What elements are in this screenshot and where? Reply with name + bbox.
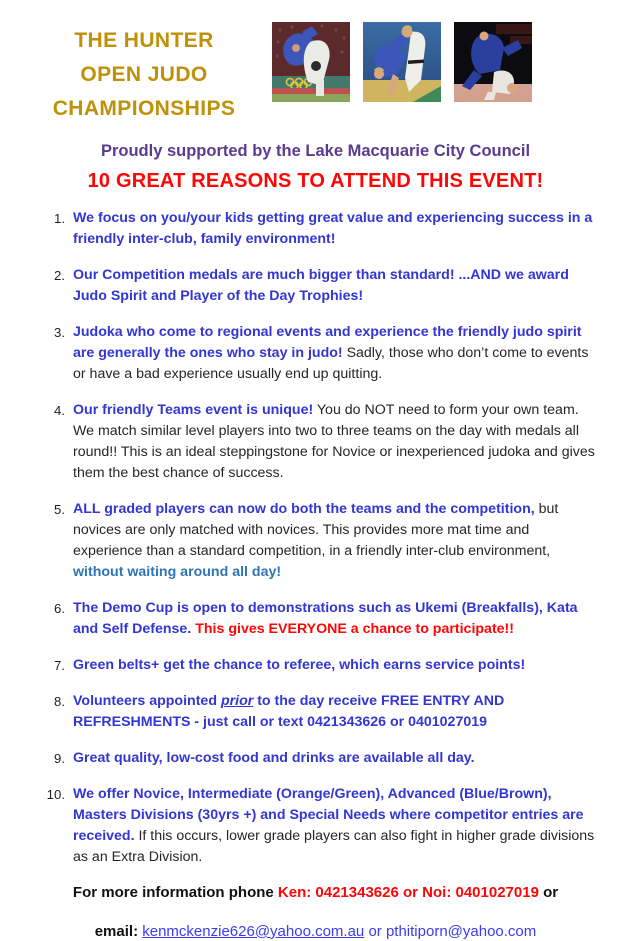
list-item-number: 7. (54, 658, 65, 674)
title-line-1: THE HUNTER (74, 29, 214, 52)
text-segment: email: (94, 922, 143, 940)
text-segment: The Demo Cup is open to demonstrations such as Ukemi (Breakfalls), Kata and Self Defense. (73, 600, 578, 638)
list-item-text (73, 598, 597, 640)
list-item (40, 400, 597, 484)
list-item-text (73, 655, 597, 676)
text-segment: Green belts+ get the chance to referee, which earns service points! (73, 657, 526, 674)
text-segment: but novices are only matched with novices. This provides more mat time and experience than a standard competition, in a friendly inter-club environment, (73, 501, 559, 560)
headline: 10 GREAT REASONS TO ATTEND THIS EVENT! (87, 170, 544, 192)
email-link[interactable]: kenmckenzie626@yahoo.com.au (142, 922, 365, 940)
text-segment: You do NOT need to form your own team. We match similar level players into two to three teams on the day with medals all round!! This is an ideal steppingstone for Novice or inexperienced judoka and gives them the best chance of success. (73, 402, 595, 482)
text-segment: We offer Novice, Intermediate (Orange/Green), Advanced (Blue/Brown), Masters Divisions (30yrs +) and Special Needs where competitor entries are received. (73, 786, 584, 845)
text-segment: This gives EVERYONE a chance to participate!! (191, 621, 515, 638)
list-item (40, 265, 597, 307)
footer-email-line (0, 922, 631, 941)
judo-photo-olympic-throw (272, 22, 350, 102)
footer (0, 883, 631, 941)
list-item-number: 5. (54, 502, 65, 518)
list-item-number: 3. (54, 325, 65, 341)
list-item (40, 691, 597, 733)
list-item-number: 4. (54, 403, 65, 419)
list-item-number: 6. (54, 601, 65, 617)
text-segment: prior (220, 693, 254, 710)
list-item-text (73, 784, 597, 868)
text-segment: Sadly, those who don’t come to events or have a bad experience usually end up quitting. (73, 345, 589, 383)
text-segment: Ken: 0421343626 or Noi: 0401027019 (277, 884, 539, 902)
title-line-3: CHAMPIONSHIPS (52, 97, 236, 120)
list-item-number: 9. (54, 751, 65, 767)
text-segment: Our Competition medals are much bigger than standard! ...AND we award Judo Spirit and Player of the Day Trophies! (73, 267, 569, 305)
list-item-text (73, 691, 597, 733)
judo-photo-counter-throw (363, 22, 441, 102)
list-item-number: 10. (46, 787, 65, 803)
text-segment: We focus on you/your kids getting great value and experiencing success in a friendly inter-club, family environment! (73, 210, 593, 248)
judo-photo-blue-throw (454, 22, 532, 102)
list-item-number: 1. (54, 211, 65, 226)
text-segment: or (538, 884, 559, 902)
page-title (30, 20, 258, 126)
list-item-number: 8. (54, 694, 65, 710)
text-segment: Judoka who come to regional events and experience the friendly judo spirit are generally the ones who stay in judo! (73, 324, 582, 362)
text-segment: to the day receive FREE ENTRY AND REFRESHMENTS - just call or text 0421343626 or 0401027019 (73, 693, 505, 731)
reasons-list (40, 208, 597, 868)
text-segment: ALL graded players can now do both the teams and the competition, (73, 501, 535, 518)
list-item-text (73, 208, 597, 250)
list-item (40, 748, 597, 769)
supported-by-line: Proudly supported by the Lake Macquarie City Council (100, 142, 531, 160)
list-item (40, 655, 597, 676)
list-item (40, 598, 597, 640)
list-item (40, 499, 597, 583)
title-line-2: OPEN JUDO (80, 63, 208, 86)
text-segment: For more information phone (72, 884, 278, 902)
text-segment: or pthitiporn@yahoo.com (364, 922, 537, 940)
list-item-text (73, 322, 597, 385)
header (0, 0, 631, 126)
list-item-text (73, 748, 597, 769)
text-segment: Volunteers appointed (73, 693, 221, 710)
text-segment: Great quality, low-cost food and drinks are available all day. (73, 750, 475, 767)
photo-strip (272, 20, 532, 102)
list-item (40, 784, 597, 868)
text-segment: Our friendly Teams event is unique! (73, 402, 314, 419)
list-item (40, 322, 597, 385)
text-segment: without waiting around all day! (73, 564, 282, 581)
list-item-text (73, 400, 597, 484)
text-segment: If this occurs, lower grade players can also fight in higher grade divisions as an Extra Division. (73, 828, 595, 866)
list-item (40, 208, 597, 250)
list-item-text (73, 265, 597, 307)
list-item-text (73, 499, 597, 583)
list-item-number: 2. (54, 268, 65, 284)
